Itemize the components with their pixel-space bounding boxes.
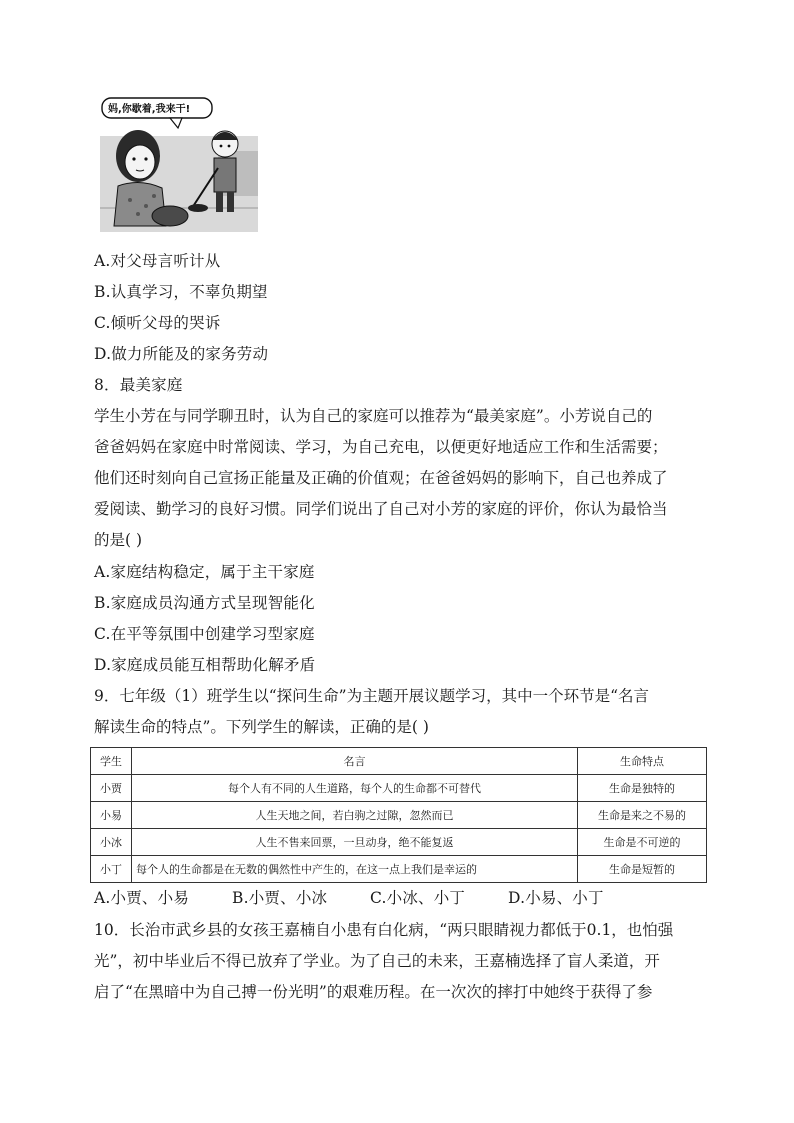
q7-option-b: B.认真学习，不辜负期望 bbox=[94, 283, 268, 301]
q8-stem-line: 的是( ) bbox=[94, 531, 143, 549]
q9-stem-line: 解读生命的特点”。下列学生的解读，正确的是( ) bbox=[94, 718, 429, 736]
cell-student: 小丁 bbox=[91, 856, 132, 883]
q9-option-d: D.小易、小丁 bbox=[508, 889, 604, 907]
q7-option-a: A.对父母言听计从 bbox=[94, 252, 221, 270]
q8-stem bbox=[94, 406, 706, 561]
q9-option-a: A.小贾、小易 bbox=[94, 889, 190, 907]
cell-trait: 生命是独特的 bbox=[578, 775, 707, 802]
q8-option-d: D.家庭成员能互相帮助化解矛盾 bbox=[94, 656, 316, 674]
cell-trait: 生命是来之不易的 bbox=[578, 802, 707, 829]
q9-option-b: B.小贾、小冰 bbox=[232, 889, 328, 907]
table-header-row bbox=[91, 748, 707, 775]
table-row bbox=[91, 802, 707, 829]
q10-stem-line: 10．长治市武乡县的女孩王嘉楠自小患有白化病，“两只眼睛视力都低于0.1，也怕强 bbox=[94, 921, 674, 939]
q9-stem-line: 9．七年级（1）班学生以“探问生命”为主题开展议题学习，其中一个环节是“名言 bbox=[94, 687, 649, 705]
cell-trait: 生命是短暂的 bbox=[578, 856, 707, 883]
q10-stem-line: 光”，初中毕业后不得已放弃了学业。为了自己的未来，王嘉楠选择了盲人柔道，开 bbox=[94, 952, 660, 970]
table-row bbox=[91, 829, 707, 856]
speech-bubble-text: 妈,你歇着,我来干! bbox=[108, 104, 191, 115]
cell-trait: 生命是不可逆的 bbox=[578, 829, 707, 856]
table-row bbox=[91, 856, 707, 883]
cell-quote: 每个人有不同的人生道路，每个人的生命都不可替代 bbox=[132, 775, 578, 802]
q10-stem bbox=[94, 920, 706, 1013]
table-row bbox=[91, 775, 707, 802]
q8-option-c: C.在平等氛围中创建学习型家庭 bbox=[94, 625, 315, 643]
q7-option-d: D.做力所能及的家务劳动 bbox=[94, 345, 269, 363]
q8-option-a: A.家庭结构稳定，属于主干家庭 bbox=[94, 563, 315, 581]
q8-stem-line: 学生小芳在与同学聊丑时，认为自己的家庭可以推荐为“最美家庭”。小芳说自己的 bbox=[94, 407, 653, 425]
cell-student: 小贾 bbox=[91, 775, 132, 802]
q10-stem-line: 启了“在黑暗中为自己搏一份光明”的艰难历程。在一次次的摔打中她终于获得了参 bbox=[94, 983, 653, 1001]
q9-stem bbox=[94, 686, 706, 748]
q9-option-c: C.小冰、小丁 bbox=[370, 889, 466, 907]
q8-stem-line: 爸爸妈妈在家庭中时常阅读、学习，为自己充电，以便更好地适应工作和生活需要； bbox=[94, 438, 668, 456]
cell-quote: 人生天地之间，若白驹之过隙，忽然而已 bbox=[132, 802, 578, 829]
q7-option-c: C.倾听父母的哭诉 bbox=[94, 314, 221, 332]
quotes-table bbox=[90, 747, 707, 883]
cell-student: 小冰 bbox=[91, 829, 132, 856]
q8-stem-line: 他们还时刻向自己宣扬正能量及正确的价值观；在爸爸妈妈的影响下，自己也养成了 bbox=[94, 469, 668, 487]
cell-quote: 人生不售来回票，一旦动身，绝不能复返 bbox=[132, 829, 578, 856]
cell-student: 小易 bbox=[91, 802, 132, 829]
header-quote: 名言 bbox=[132, 748, 578, 775]
cell-quote: 每个人的生命都是在无数的偶然性中产生的，在这一点上我们是幸运的 bbox=[132, 856, 578, 883]
header-student: 学生 bbox=[91, 748, 132, 775]
cartoon-illustration bbox=[100, 96, 258, 232]
q8-title: 8．最美家庭 bbox=[94, 376, 183, 394]
q8-stem-line: 爱阅读、勤学习的良好习惯。同学们说出了自己对小芳的家庭的评价，你认为最恰当 bbox=[94, 500, 668, 518]
q8-option-b: B.家庭成员沟通方式呈现智能化 bbox=[94, 594, 315, 612]
header-life-trait: 生命特点 bbox=[578, 748, 707, 775]
